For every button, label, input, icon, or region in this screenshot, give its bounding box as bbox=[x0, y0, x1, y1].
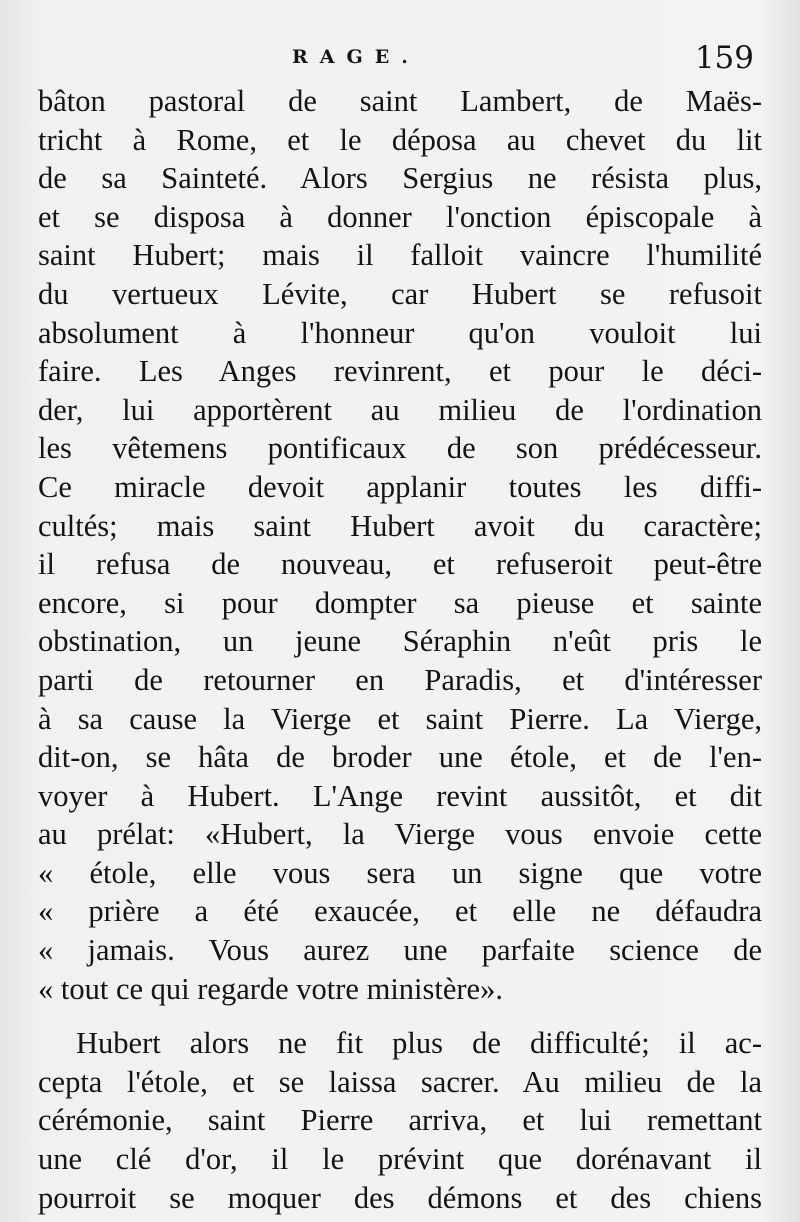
text-line: Ce miracle devoit applanir toutes les diffi- bbox=[38, 469, 762, 504]
text-line: tricht à Rome, et le déposa au chevet du lit bbox=[38, 122, 762, 157]
text-line: « jamais. Vous aurez une parfaite science de bbox=[38, 933, 762, 968]
text-line: cepta l'étole, et se laissa sacrer. Au milieu de la bbox=[38, 1064, 762, 1099]
body-text bbox=[38, 82, 762, 1217]
page-number: 159 bbox=[694, 40, 754, 76]
text-line: cultés; mais saint Hubert avoit du caractère; bbox=[38, 508, 762, 543]
text-line: au prélat: «Hubert, la Vierge vous envoie cette bbox=[38, 817, 762, 852]
text-line: et se disposa à donner l'onction épiscopale à bbox=[38, 199, 762, 234]
text-line: « tout ce qui regarde votre ministère». bbox=[38, 971, 503, 1006]
text-line: une clé d'or, il le prévint que dorénavant il bbox=[38, 1142, 762, 1177]
text-line: saint Hubert; mais il falloit vaincre l'humilité bbox=[38, 238, 762, 273]
paragraph-break bbox=[38, 1008, 762, 1024]
text-line: obstination, un jeune Séraphin n'eût pris le bbox=[38, 624, 762, 659]
text-line: les vêtemens pontificaux de son prédécesseur. bbox=[38, 431, 762, 466]
text-line: dit-on, se hâta de broder une étole, et de l'en- bbox=[38, 740, 762, 775]
text-line: parti de retourner en Paradis, et d'intéresser bbox=[38, 662, 762, 697]
text-line: « prière a été exaucée, et elle ne défaudra bbox=[38, 894, 762, 929]
text-line: de sa Sainteté. Alors Sergius ne résista plus, bbox=[38, 161, 762, 196]
text-line: voyer à Hubert. L'Ange revint aussitôt, et dit bbox=[38, 778, 762, 813]
text-line: « étole, elle vous sera un signe que votre bbox=[38, 855, 762, 890]
text-line: faire. Les Anges revinrent, et pour le déci- bbox=[38, 354, 762, 389]
text-line: bâton pastoral de saint Lambert, de Maës- bbox=[38, 84, 762, 118]
text-line: encore, si pour dompter sa pieuse et sainte bbox=[38, 585, 762, 620]
text-line: il refusa de nouveau, et refuseroit peut-être bbox=[38, 547, 762, 582]
running-head: RAGE. bbox=[292, 46, 420, 68]
text-line: absolument à l'honneur qu'on vouloit lui bbox=[38, 315, 762, 350]
text-line: pourroit se moquer des démons et des chiens bbox=[38, 1180, 762, 1215]
text-line: der, lui apportèrent au milieu de l'ordination bbox=[38, 392, 762, 427]
text-line: Hubert alors ne fit plus de difficulté; il ac- bbox=[76, 1026, 762, 1061]
text-line: du vertueux Lévite, car Hubert se refusoit bbox=[38, 276, 762, 311]
text-line: à sa cause la Vierge et saint Pierre. La Vierge, bbox=[38, 701, 762, 736]
text-line: cérémonie, saint Pierre arriva, et lui remettant bbox=[38, 1103, 762, 1138]
